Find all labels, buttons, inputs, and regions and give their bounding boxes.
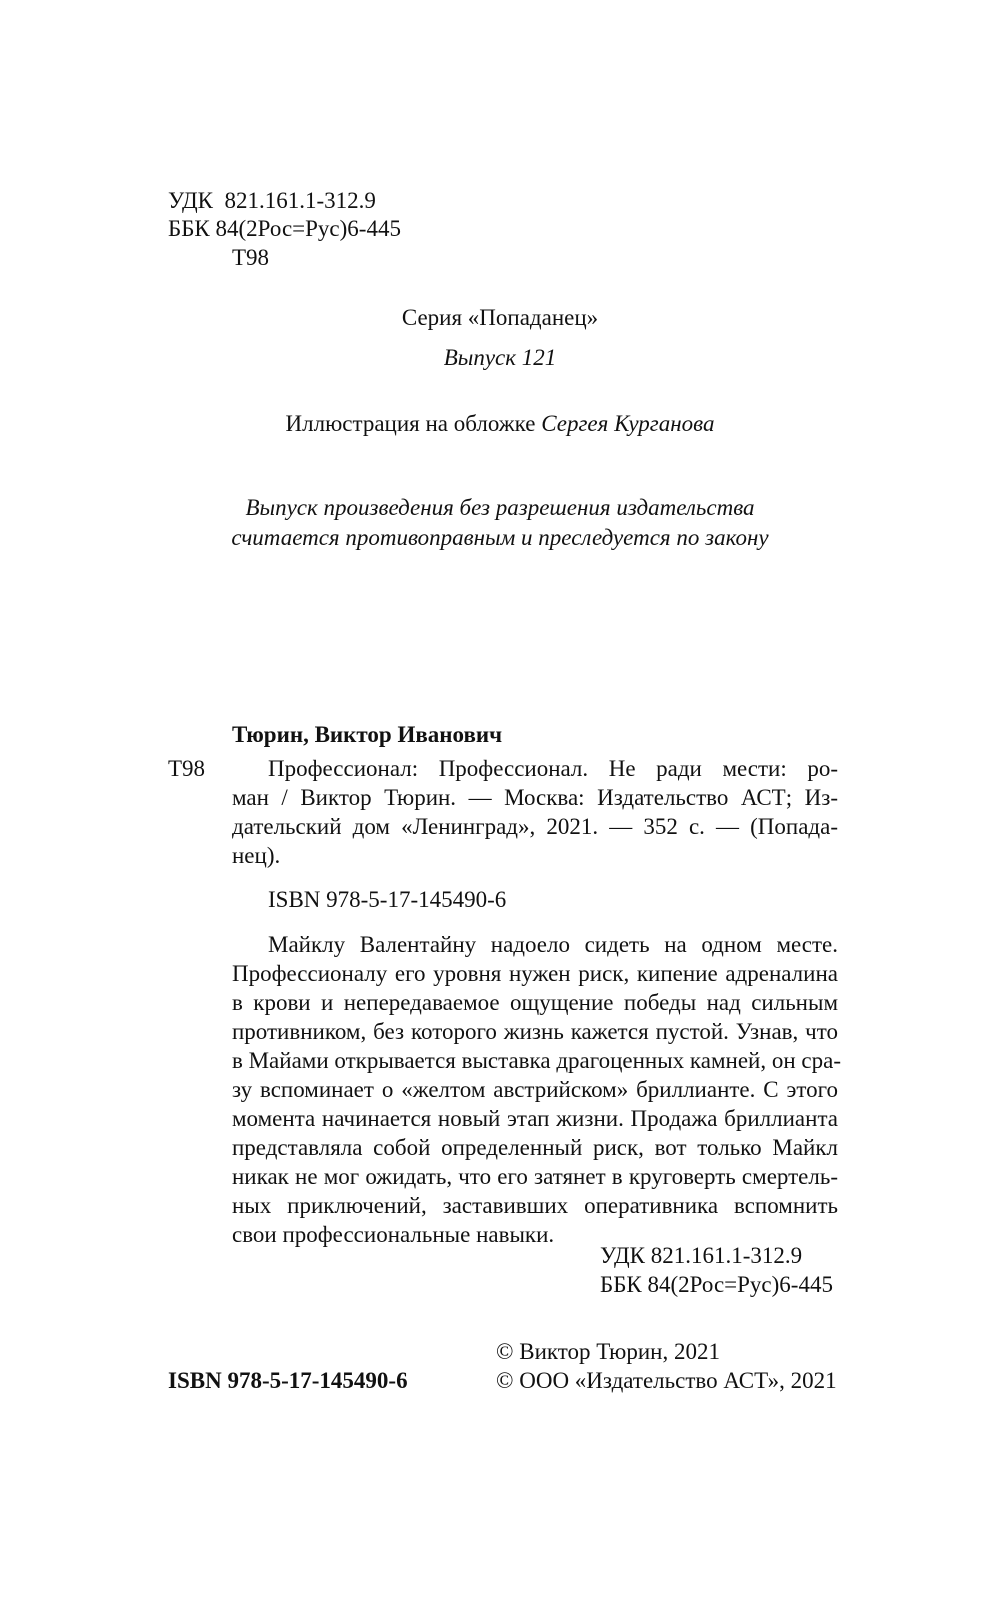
illustration-prefix: Иллюстрация на обложке <box>285 411 542 436</box>
annotation-line: зу вспоминает о «желтом австрийском» бриллианте. С этого <box>232 1077 838 1102</box>
bbk-code-top: ББК 84(2Рос=Рус)6-445 <box>168 216 401 241</box>
annotation-line: противником, без которого жизнь кажется пустой. Узнав, что <box>232 1019 838 1044</box>
bib-line: Профессионал: Профессионал. Не ради мести: ро- <box>268 756 838 781</box>
series-label: Серия «Попаданец» <box>401 305 599 330</box>
annotation-line: свои профессиональные навыки. <box>232 1222 555 1247</box>
bib-line: ман / Виктор Тюрин. — Москва: Издательство АСТ; Из- <box>232 785 838 810</box>
illustration-artist: Сергея Курганова <box>541 411 715 436</box>
annotation-line: представляла собой определенный риск, вот только Майкл <box>232 1135 838 1160</box>
annotation-line: ных приключений, заставивших оперативника вспомнить <box>232 1193 838 1218</box>
copyright-publisher: © ООО «Издательство АСТ», 2021 <box>496 1368 837 1393</box>
annotation-line: в крови и непередаваемое ощущение победы над сильным <box>232 990 838 1015</box>
copyright-author: © Виктор Тюрин, 2021 <box>496 1339 720 1364</box>
bibliographic-description <box>232 754 838 870</box>
annotation-line: момента начинается новый этап жизни. Продажа бриллианта <box>232 1106 838 1131</box>
bbk-code-bottom: ББК 84(2Рос=Рус)6-445 <box>600 1272 833 1297</box>
isbn-bib: ISBN 978-5-17-145490-6 <box>268 887 507 912</box>
bib-line: дательский дом «Ленинград», 2021. — 352 с. — (Попада- <box>232 814 838 839</box>
udk-code-bottom: УДК 821.161.1-312.9 <box>600 1243 803 1268</box>
author-mark-bib: Т98 <box>168 756 206 781</box>
legal-warning-line-2: считается противоправным и преследуется по закону <box>231 525 769 550</box>
illustration-credit <box>0 409 1000 438</box>
annotation-line: Профессионалу его уровня нужен риск, кипение адреналина <box>232 961 838 986</box>
annotation <box>232 930 841 1249</box>
series-issue: Выпуск 121 <box>443 345 557 370</box>
annotation-line: никак не мог ожидать, что его затянет в круговерть смертель- <box>232 1164 838 1189</box>
annotation-line: в Майами открывается выставка драгоценных камней, он сра- <box>232 1048 841 1073</box>
isbn-footer: ISBN 978-5-17-145490-6 <box>168 1368 408 1393</box>
udk-code-top: УДК 821.161.1-312.9 <box>168 188 376 213</box>
annotation-line: Майклу Валентайну надоело сидеть на одном месте. <box>268 932 838 957</box>
author-heading: Тюрин, Виктор Иванович <box>232 722 503 747</box>
author-mark-top: Т98 <box>232 245 270 270</box>
bib-line: нец). <box>232 843 281 868</box>
legal-warning-line-1: Выпуск произведения без разрешения издательства <box>245 495 755 520</box>
